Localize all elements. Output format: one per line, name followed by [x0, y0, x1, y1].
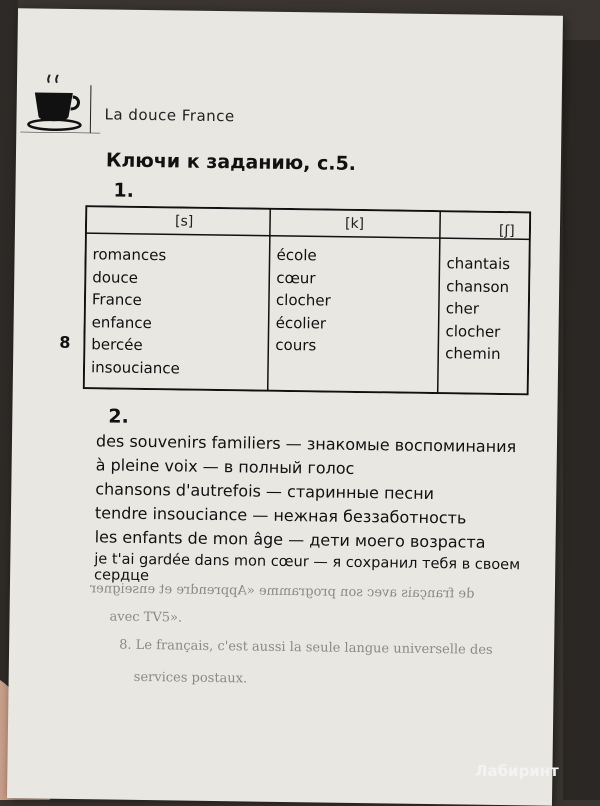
col-header-sh: [ʃ]: [498, 222, 515, 240]
book-page: [7, 8, 563, 806]
word: chantais: [446, 254, 511, 274]
word: douce: [92, 267, 139, 287]
translation-line: des souvenirs familiers — знакомые воспоминания: [95, 431, 517, 457]
page-heading: Ключи к заданию, с.5.: [105, 149, 357, 175]
word: clocher: [275, 290, 331, 310]
word: chanson: [446, 276, 510, 296]
word: écolier: [275, 313, 327, 333]
word: clocher: [445, 321, 501, 341]
translation-line: je t'ai gardée dans mon cœur — я сохранил тебя в своем сердце: [94, 551, 521, 585]
bleed-text-1: de français avec son programme «Apprendre et enseigner: [89, 581, 475, 602]
word: insouciance: [90, 357, 180, 377]
watermark-logo: Лабиринт: [475, 762, 559, 780]
translation-line: à pleine voix — в полный голос: [95, 455, 355, 478]
section-2-number: 2.: [108, 405, 129, 428]
word: école: [276, 245, 317, 265]
bleed-text-4: services postaux.: [133, 669, 248, 687]
word: cours: [275, 335, 317, 355]
col-header-k: [k]: [344, 215, 365, 233]
coffee-cup-icon: [20, 74, 101, 133]
word: France: [91, 290, 142, 309]
bleed-text-3: 8. Le français, c'est aussi la seule langue universelle des: [119, 637, 493, 658]
translation-line: tendre insouciance — нежная беззаботность: [94, 503, 467, 528]
word: cœur: [276, 268, 316, 287]
translation-line: chansons d'autrefois — старинные песни: [95, 479, 435, 504]
word: bercée: [91, 335, 143, 354]
col-header-s: [s]: [174, 213, 194, 230]
word: chemin: [445, 344, 501, 363]
running-header: La douce France: [104, 105, 235, 126]
word: romances: [92, 245, 167, 265]
page-number: 8: [59, 332, 71, 352]
section-1-number: 1.: [113, 179, 135, 202]
col-sh-words: [445, 252, 510, 365]
translation-line: les enfants de mon âge — дети моего возраста: [94, 527, 486, 552]
col-k-words: [275, 244, 331, 357]
word: cher: [445, 299, 480, 318]
word: enfance: [91, 312, 152, 332]
col-s-words: [91, 243, 182, 379]
bleed-text-2: avec TV5».: [109, 609, 183, 626]
